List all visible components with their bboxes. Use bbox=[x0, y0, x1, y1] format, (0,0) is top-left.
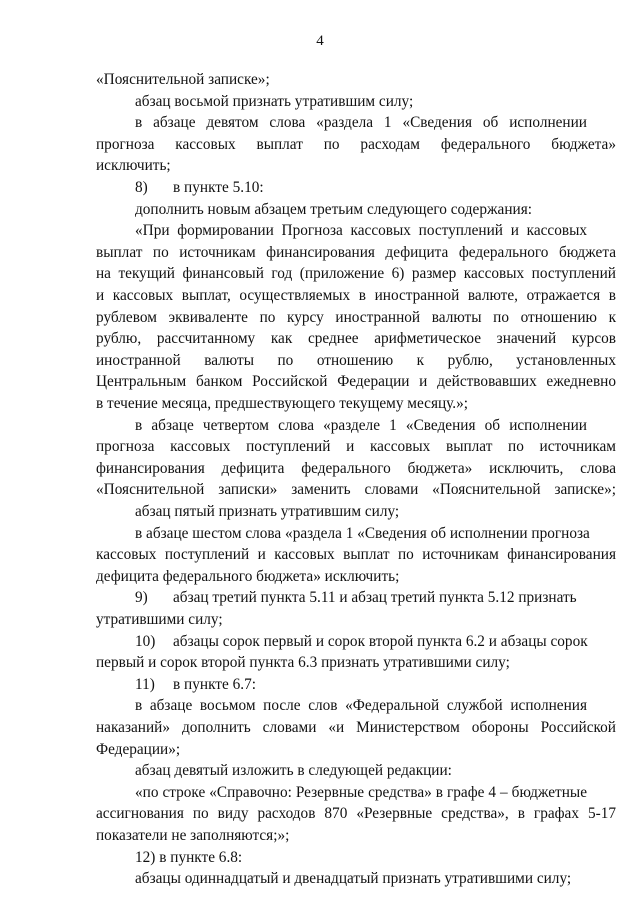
text-line: прогноза кассовых поступлений и кассовых выплат по источникам bbox=[96, 438, 616, 456]
text-line: рублевом эквиваленте по курсу иностранной валюты по отношению к bbox=[96, 308, 616, 326]
text-line: абзац пятый признать утратившим силу; bbox=[135, 503, 400, 520]
list-item-text: в пункте 6.7: bbox=[173, 675, 256, 693]
text-line: прогноза кассовых выплат по расходам федерального бюджета» bbox=[96, 135, 616, 153]
text-line: в абзаце восьмом после слов «Федеральной службой исполнения bbox=[135, 697, 587, 715]
text-line: финансирования дефицита федерального бюджета» исключить, слова bbox=[96, 459, 616, 477]
text-line: «по строке «Справочно: Резервные средства» в графе 4 – бюджетные bbox=[135, 783, 587, 801]
list-item-number: 11) bbox=[135, 675, 155, 693]
text-line: в абзаце шестом слова «раздела 1 «Сведения об исполнении прогноза bbox=[135, 524, 590, 542]
text-line: Центральным банком Российской Федерации и действовавших ежедневно bbox=[96, 373, 616, 391]
text-line: утратившими силу; bbox=[96, 611, 223, 628]
text-line: иностранной валюты по отношению к рублю, установленных bbox=[96, 351, 616, 369]
text-line: абзац восьмой признать утратившим силу; bbox=[135, 92, 414, 110]
text-line: Федерации»; bbox=[96, 740, 181, 758]
text-line: дефицита федерального бюджета» исключить; bbox=[96, 567, 400, 585]
text-line: в абзаце девятом слова «раздела 1 «Сведения об исполнении bbox=[135, 114, 587, 132]
list-item-number: 9) bbox=[135, 589, 148, 607]
text-line: дополнить новым абзацем третьим следующего содержания: bbox=[135, 200, 532, 218]
text-line: «Пояснительной записке»; bbox=[96, 71, 270, 88]
text-line: показатели не заполняются;»; bbox=[96, 827, 290, 844]
text-line: наказаний» дополнить словами «и Министерством обороны Российской bbox=[96, 719, 616, 736]
list-item-text: в пункте 5.10: bbox=[173, 179, 264, 196]
text-line: на текущий финансовый год (приложение 6) размер кассовых поступлений bbox=[96, 265, 616, 283]
list-item-number: 10) bbox=[135, 632, 156, 650]
text-line: рублю, рассчитанному как среднее арифметическое значений курсов bbox=[96, 330, 616, 348]
text-line: ассигнования по виду расходов 870 «Резервные средства», в графах 5-17 bbox=[96, 805, 616, 823]
text-line: исключить; bbox=[96, 157, 171, 175]
page-number: 4 bbox=[316, 33, 324, 49]
list-item-text: абзац третий пункта 5.11 и абзац третий пункта 5.12 признать bbox=[173, 589, 577, 607]
text-line: абзацы одиннадцатый и двенадцатый признать утратившими силу; bbox=[135, 870, 572, 888]
text-line: выплат по источникам финансирования дефицита федерального бюджета bbox=[96, 243, 616, 261]
text-line: абзац девятый изложить в следующей редакции: bbox=[135, 762, 452, 780]
text-line: в течение месяца, предшествующего текущему месяцу.»; bbox=[96, 395, 469, 412]
text-line: «При формировании Прогноза кассовых поступлений и кассовых bbox=[135, 222, 587, 240]
text-line: первый и сорок второй пункта 6.3 признать утратившими силу; bbox=[96, 654, 510, 672]
list-item-number: 8) bbox=[135, 179, 148, 196]
list-item-text: абзацы сорок первый и сорок второй пункта 6.2 и абзацы сорок bbox=[173, 632, 588, 650]
text-line: «Пояснительной записки» заменить словами «Пояснительной записке»; bbox=[96, 481, 616, 499]
text-line: 12) в пункте 6.8: bbox=[135, 848, 243, 866]
text-line: кассовых поступлений и кассовых выплат по источникам финансирования bbox=[96, 546, 616, 564]
text-line: и кассовых выплат, осуществляемых в иностранной валюте, отражается в bbox=[96, 287, 616, 304]
text-line: в абзаце четвертом слова «разделе 1 «Сведения об исполнении bbox=[135, 416, 587, 434]
